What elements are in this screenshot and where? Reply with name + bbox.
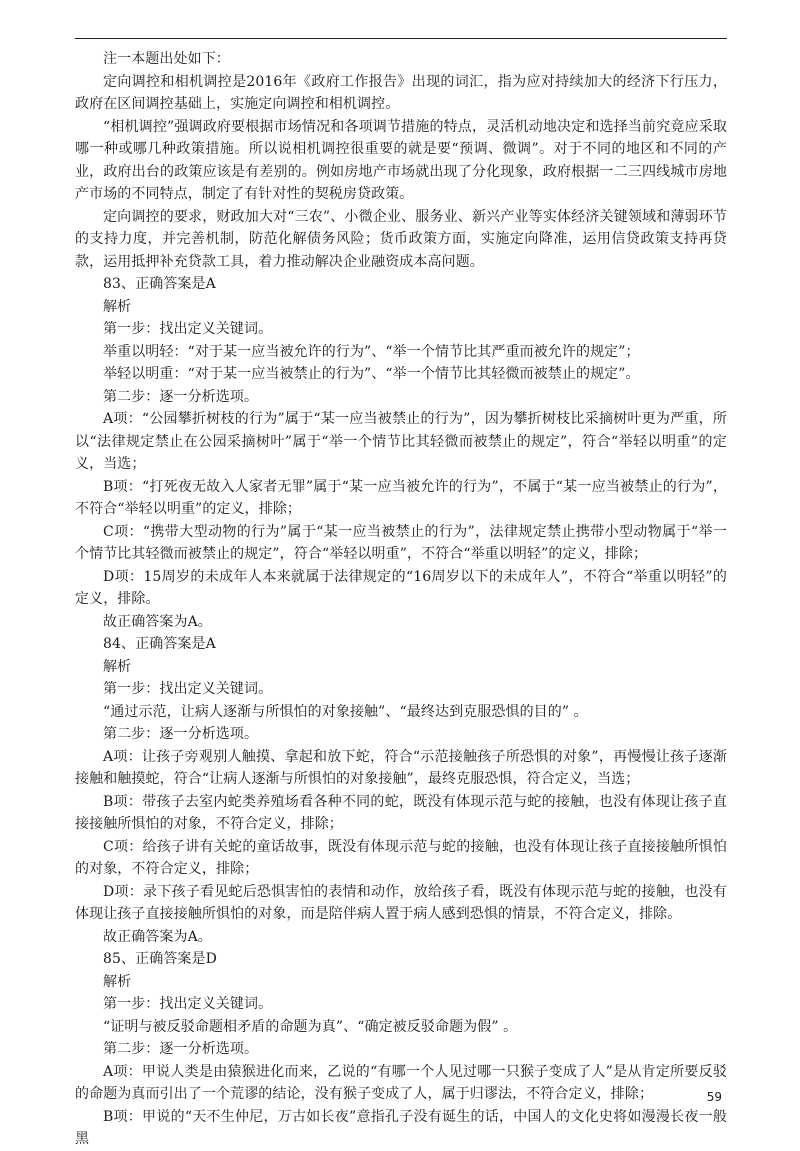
page-number: 59 <box>706 1090 722 1104</box>
paragraph: 83、正确答案是A <box>103 276 216 292</box>
paragraph: C项：给孩子讲有关蛇的童话故事，既没有体现示范与蛇的接触，也没有体现让孩子直接接触所惧怕的对象，不符合定义，排除； <box>75 838 727 877</box>
paragraph: 注一本题出处如下： <box>103 51 230 67</box>
paragraph: D项：录下孩子看见蛇后恐惧害怕的表情和动作，放给孩子看，既没有体现示范与蛇的接触，也没有体现让孩子直接接触所惧怕的对象，而是陪伴病人置于病人感到恐惧的情景，不符合定义，排除。 <box>75 883 727 922</box>
paragraph: 解析 <box>103 298 132 315</box>
paragraph: B项：带孩子去室内蛇类养殖场看各种不同的蛇，既没有体现示范与蛇的接触，也没有体现让孩子直接接触所惧怕的对象，不符合定义，排除； <box>75 793 727 832</box>
paragraph: 举轻以明重：“对于某一应当被禁止的行为”、“举一个情节比其轻微而被禁止的规定”。 <box>103 366 640 382</box>
paragraph: 85、正确答案是D <box>103 951 217 967</box>
paragraph: C项：“携带大型动物的行为”属于“某一应当被禁止的行为”，法律规定禁止携带小型动物属于“举一个情节比其轻微而被禁止的规定”，符合“举轻以明重”，不符合“举重以明轻”的定义，排除； <box>75 523 727 562</box>
paragraph: 举重以明轻：“对于某一应当被允许的行为”、“举一个情节比其严重而被允许的规定”； <box>103 343 640 360</box>
paragraph: 解析 <box>103 973 132 990</box>
paragraph: “证明与被反驳命题相矛盾的命题为真”、“确定被反驳命题为假” 。 <box>103 1018 518 1035</box>
paragraph: 第二步：逐一分析选项。 <box>103 1041 259 1057</box>
paragraph: 故正确答案为A。 <box>103 613 212 630</box>
paragraph: D项：15周岁的未成年人本来就属于法律规定的“16周岁以下的未成年人”，不符合“举重以明轻”的定义，排除。 <box>75 568 727 607</box>
paragraph: 第一步：找出定义关键词。 <box>103 681 273 697</box>
paragraph: B项：“打死夜无故入人家者无罪”属于“某一应当被允许的行为”，不属于“某一应当被禁止的行为”，不符合“举轻以明重”的定义，排除； <box>75 478 727 517</box>
paragraph: 第一步：找出定义关键词。 <box>103 321 273 337</box>
paragraph: “相机调控”强调政府要根据市场情况和各项调节措施的特点，灵活机动地决定和选择当前究竟应采取哪一种或哪几种政策措施。所以说相机调控很重要的就是要“预调、微调”。对于不同的地区和不同的产业，政府出台的政策应该是有差别的。例如房地产市场就出现了分化现象，政府根据一二三四线城市房地产市场的不同特点，制定了有针对性的契税房贷政策。 <box>75 118 727 202</box>
header-rule <box>75 38 727 39</box>
paragraph: 定向调控和相机调控是2016年《政府工作报告》出现的词汇，指为应对持续加大的经济下行压力，政府在区间调控基础上，实施定向调控和相机调控。 <box>75 73 727 112</box>
paragraph: 第一步：找出定义关键词。 <box>103 996 273 1012</box>
paragraph: 第二步：逐一分析选项。 <box>103 726 259 742</box>
paragraph: 定向调控的要求，财政加大对“三农”、小微企业、服务业、新兴产业等实体经济关键领域和薄弱环节的支持力度，并完善机制，防范化解债务风险；货币政策方面，实施定向降准，运用信贷政策支持再贷款，运用抵押补充贷款工具，着力推动解决企业融资成本高问题。 <box>75 208 727 270</box>
paragraph: 故正确答案为A。 <box>103 928 212 945</box>
paragraph: 解析 <box>103 658 132 675</box>
document-body <box>75 48 727 1151</box>
paragraph: A项：“公园攀折树枝的行为”属于“某一应当被禁止的行为”，因为攀折树枝比采摘树叶更为严重，所以“法律规定禁止在公园采摘树叶”属于“举一个情节比其轻微而被禁止的规定”，符合“举轻以明重”的定义，当选； <box>75 411 727 472</box>
paragraph: “通过示范，让病人逐渐与所惧怕的对象接触”、“最终达到克服恐惧的目的” 。 <box>103 703 588 720</box>
paragraph: B项：甲说的“天不生仲尼，万古如长夜”意指孔子没有诞生的话，中国人的文化史将如漫漫长夜一般黑 <box>75 1108 727 1147</box>
paragraph: 84、正确答案是A <box>103 636 216 652</box>
paragraph: A项：甲说人类是由猿猴进化而来，乙说的“有哪一个人见过哪一只猴子变成了人”是从肯定所要反驳的命题为真而引出了一个荒谬的结论，没有猴子变成了人，属于归谬法，不符合定义，排除； <box>75 1063 727 1102</box>
paragraph: 第二步：逐一分析选项。 <box>103 388 259 405</box>
paragraph: A项：让孩子旁观别人触摸、拿起和放下蛇，符合“示范接触孩子所恐惧的对象”，再慢慢让孩子逐渐接触和触摸蛇，符合“让病人逐渐与所惧怕的对象接触”，最终克服恐惧，符合定义，当选； <box>75 748 727 787</box>
